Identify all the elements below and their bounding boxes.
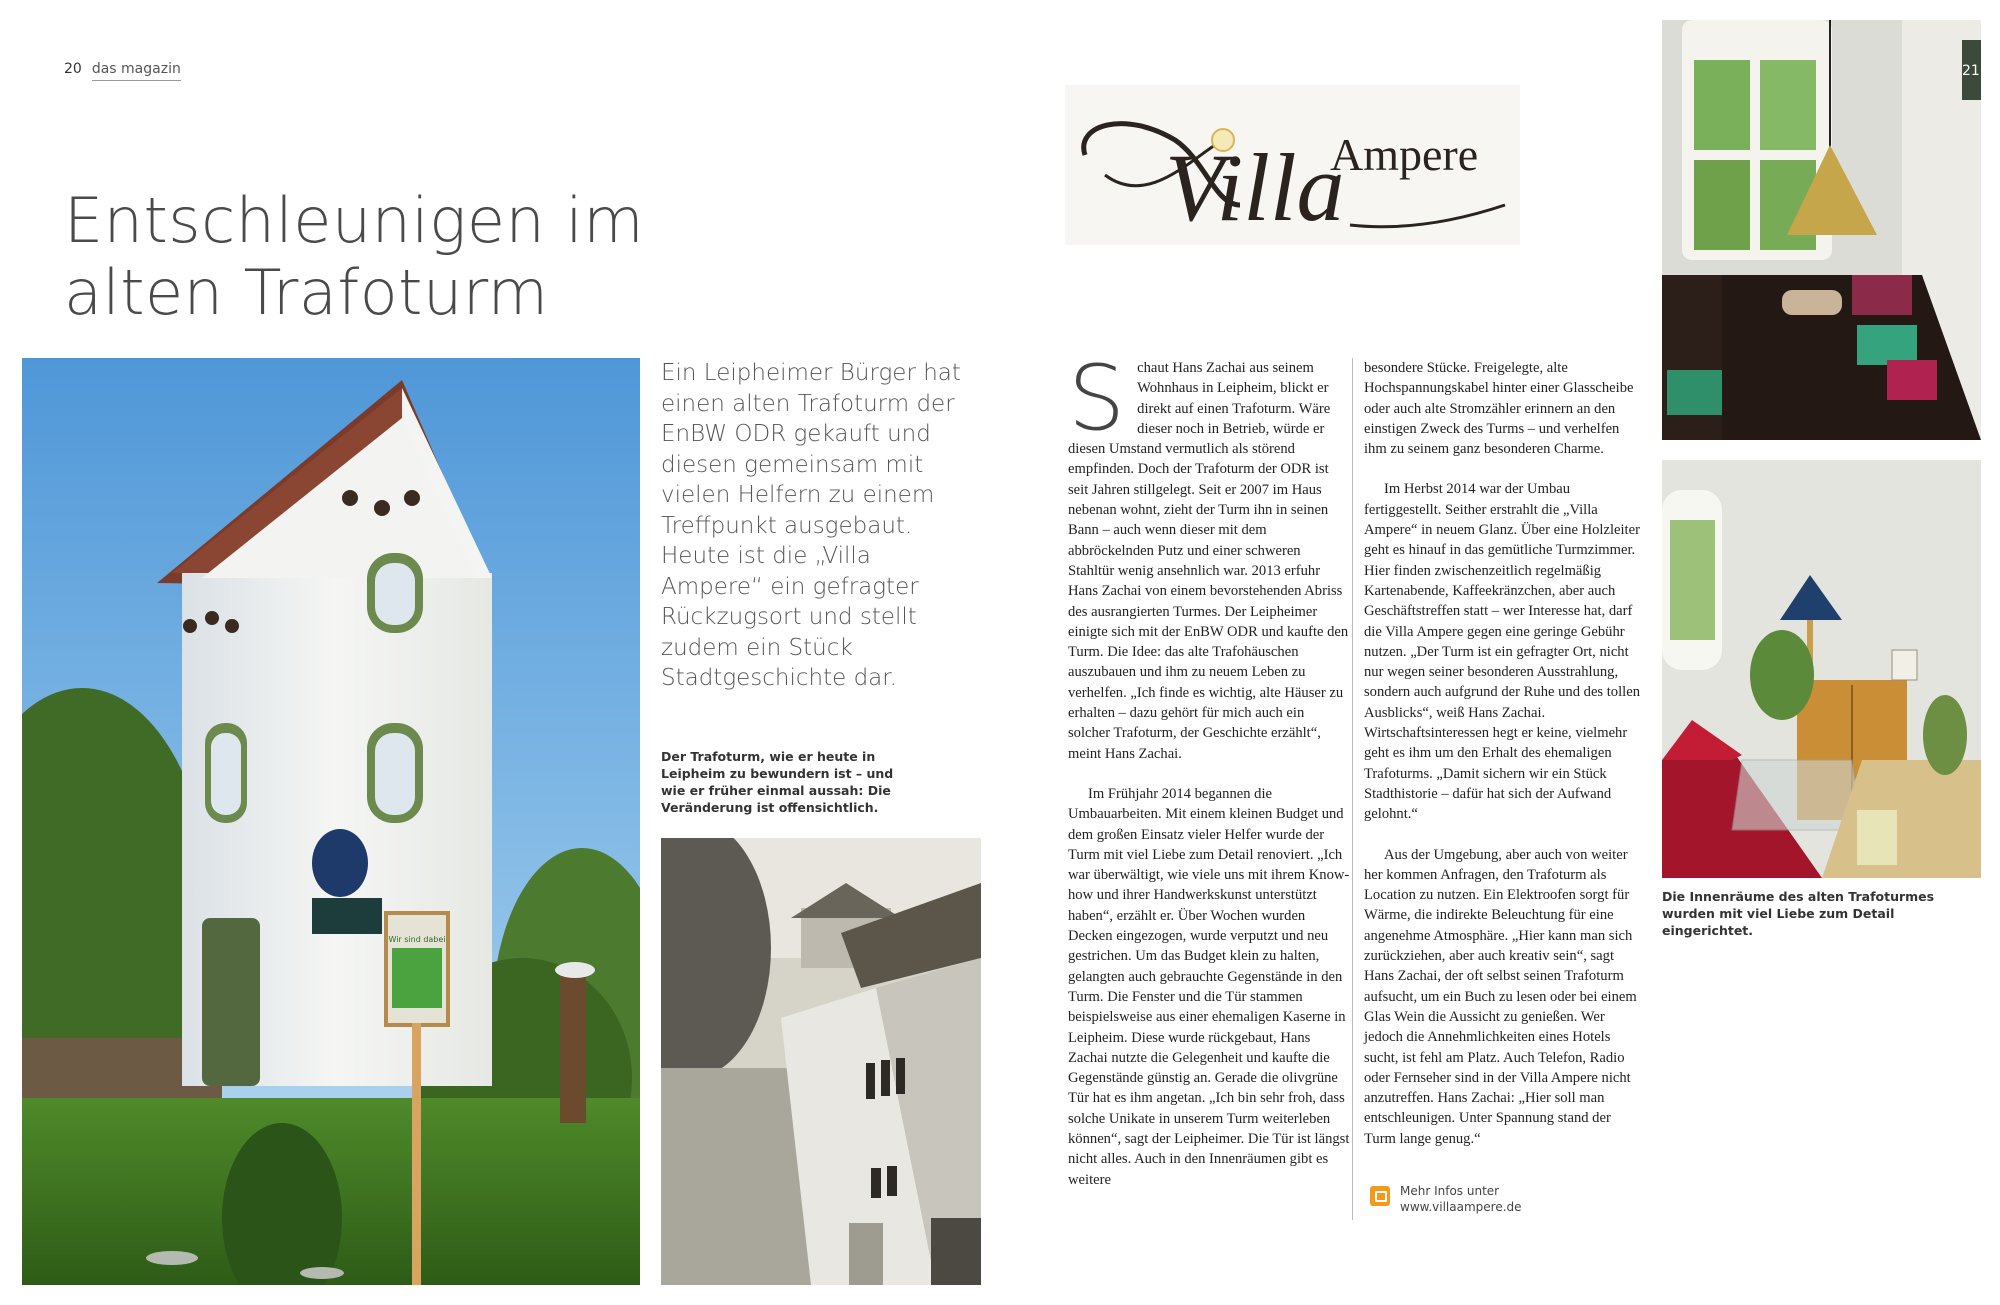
article-headline bbox=[64, 185, 644, 329]
dropcap: S bbox=[1068, 346, 1126, 451]
more-info-box[interactable] bbox=[1370, 1183, 1522, 1215]
headline-line-1: Entschleunigen im bbox=[64, 184, 645, 257]
section-label: das magazin bbox=[92, 61, 181, 81]
caption-left: Der Trafoturm, wie er heute in Leipheim zu bewundern ist – und wie er früher einmal aussah: Die Veränderung ist offensichtlich. bbox=[661, 749, 894, 815]
article-column-2 bbox=[1364, 358, 1644, 1169]
column-2-paragraph-2: Im Herbst 2014 war der Umbau fertiggestellt. Seither erstrahlt die „Villa Ampere“ in neuem Glanz. Über eine Holzleiter geht es hinauf in das gemütliche Turmzimmer. Hier finden zwischenzeitlich regelmäßig Kartenabende, Kaffeekränzchen, aber auch Geschäftstreffen statt – wer Interesse hat, darf die Villa Ampere gegen eine geringe Gebühr nutzen. „Der Turm ist ein gefragter Ort, nicht nur wegen seiner besonderen Ausstrahlung, sondern auch aufgrund der Ruhe und des tollen Ausblicks“, weiß Hans Zachai. Wirtschaftsinteressen hegt er keine, vielmehr geht es ihm um den Erhalt des ehemaligen Trafoturms. „Damit sichern wir ein Stück Stadthistorie – dafür hat sich der Aufwand gelohnt.“ bbox=[1364, 481, 1640, 823]
page-number-left: 20 bbox=[64, 61, 82, 77]
page-number-right: 21 bbox=[1962, 63, 1980, 79]
interior-photo-table bbox=[1662, 20, 1981, 440]
article-column-1 bbox=[1068, 346, 1350, 1210]
lead-paragraph: Ein Leipheimer Bürger hat einen alten Trafoturm der EnBW ODR gekauft und diesen gemeinsam mit vielen Helfern zu einem Treffpunkt ausgebaut. Heute ist die „Villa Ampere“ ein gefragter Rückzugsort und stellt zudem ein Stück Stadtgeschichte dar. bbox=[661, 360, 961, 691]
historic-tower-photo bbox=[661, 838, 981, 1285]
column-divider bbox=[1352, 358, 1353, 1220]
logo-script-word: Villa bbox=[1165, 134, 1345, 241]
column-1-paragraph-2: Im Frühjahr 2014 begannen die Umbauarbeiten. Mit einem kleinen Budget und dem großen Einsatz vieler Helfer wurde der Turm mit viel Liebe zum Detail renoviert. „Ich war überwältigt, wie viele uns mit ihrem Know-how und ihrer Handwerkskunst unterstützt haben“, erzählt er. Über Wochen wurden Decken eingezogen, wurde verputzt und neu gestrichen. Um das Budget klein zu halten, gelangten auch gebrauchte Gegenstände in den Turm. Die Fenster und die Tür stammen beispielsweise aus einer ehemaligen Kaserne in Leipheim. Diese wurde rückgebaut, Hans Zachai nutzte die Gelegenheit und kaufte die Gegenstände günstig an. Gerade die olivgrüne Tür hat es ihm angetan. „Ich bin sehr froh, dass solche Unikate in unserem Turm weiterleben können“, sagt der Leipheimer. Die Tür ist längst nicht alles. Auch in den Innenräumen gibt es weitere bbox=[1068, 785, 1350, 1188]
villa-ampere-logo bbox=[1065, 85, 1520, 245]
headline-line-2: alten Trafoturm bbox=[64, 256, 549, 329]
logo-word: Ampere bbox=[1330, 129, 1479, 180]
more-info-label: Mehr Infos unter bbox=[1400, 1184, 1500, 1198]
column-2-paragraph-1: besondere Stücke. Freigelegte, alte Hochspannungskabel hinter einer Glasscheibe oder auch alte Stromzähler erinnern an den einstigen Zweck des Turms – und verhelfen ihm zu seinem ganz besonderen Charme. bbox=[1364, 360, 1634, 458]
more-info-url[interactable]: www.villaampere.de bbox=[1400, 1200, 1522, 1214]
poster-text: Wir sind dabei bbox=[388, 935, 446, 944]
caption-right: Die Innenräume des alten Trafoturmes wurden mit viel Liebe zum Detail eingerichtet. bbox=[1662, 889, 1935, 938]
tower-photo bbox=[22, 358, 640, 1285]
column-2-paragraph-3: Aus der Umgebung, aber auch von weiter her kommen Anfragen, den Trafoturm als Location zu nutzen. Ein Elektroofen sorgt für Wärme, die indirekte Beleuchtung für eine angenehme Atmosphäre. „Hier kann man sich zurückziehen, aber auch kreativ sein“, sagt Hans Zachai, der oft selbst seinen Trafoturm aufsucht, um ein Buch zu lesen oder bei einem Glas Wein die Aussicht zu genießen. Wer jedoch die Annehmlichkeiten eines Hotels sucht, ist fehl am Platz. Auch Telefon, Radio oder Fernseher sind in der Villa Ampere nicht anzutreffen. Hans Zachai: „Hier soll man entschleunigen. Unter Spannung stand der Turm lange genug.“ bbox=[1364, 846, 1637, 1147]
interior-photo-lounge bbox=[1662, 460, 1981, 878]
screen-link-icon bbox=[1370, 1186, 1390, 1206]
page-header-left bbox=[64, 61, 181, 81]
column-1-paragraph-1: chaut Hans Zachai aus seinem Wohnhaus in Leipheim, blickt er direkt auf einen Trafoturm. Wäre dieser noch in Betrieb, würde er diesen Umstand vermutlich als störend empfinden. Doch der Trafoturm der ODR ist seit Jahren stillgelegt. Seit er 2007 im Haus nebenan wohnt, zieht der Turm ihn in seinen Bann – auch wenn dieser mit dem abbröckelnden Putz und einer schweren Stahltür wenig ansehnlich war. 2013 erfuhr Hans Zachai von einem bevorstehenden Abriss des ausrangierten Turmes. Der Leipheimer einigte sich mit der EnBW ODR und kaufte den Turm. Die Idee: das alte Trafohäuschen auszubauen und ihm zu neuem Leben zu verhelfen. „Ich finde es wichtig, alte Häuser zu erhalten – dazu gehört für mich auch ein solcher Trafoturm, der Geschichte erzählt“, meint Hans Zachai. bbox=[1068, 360, 1349, 762]
